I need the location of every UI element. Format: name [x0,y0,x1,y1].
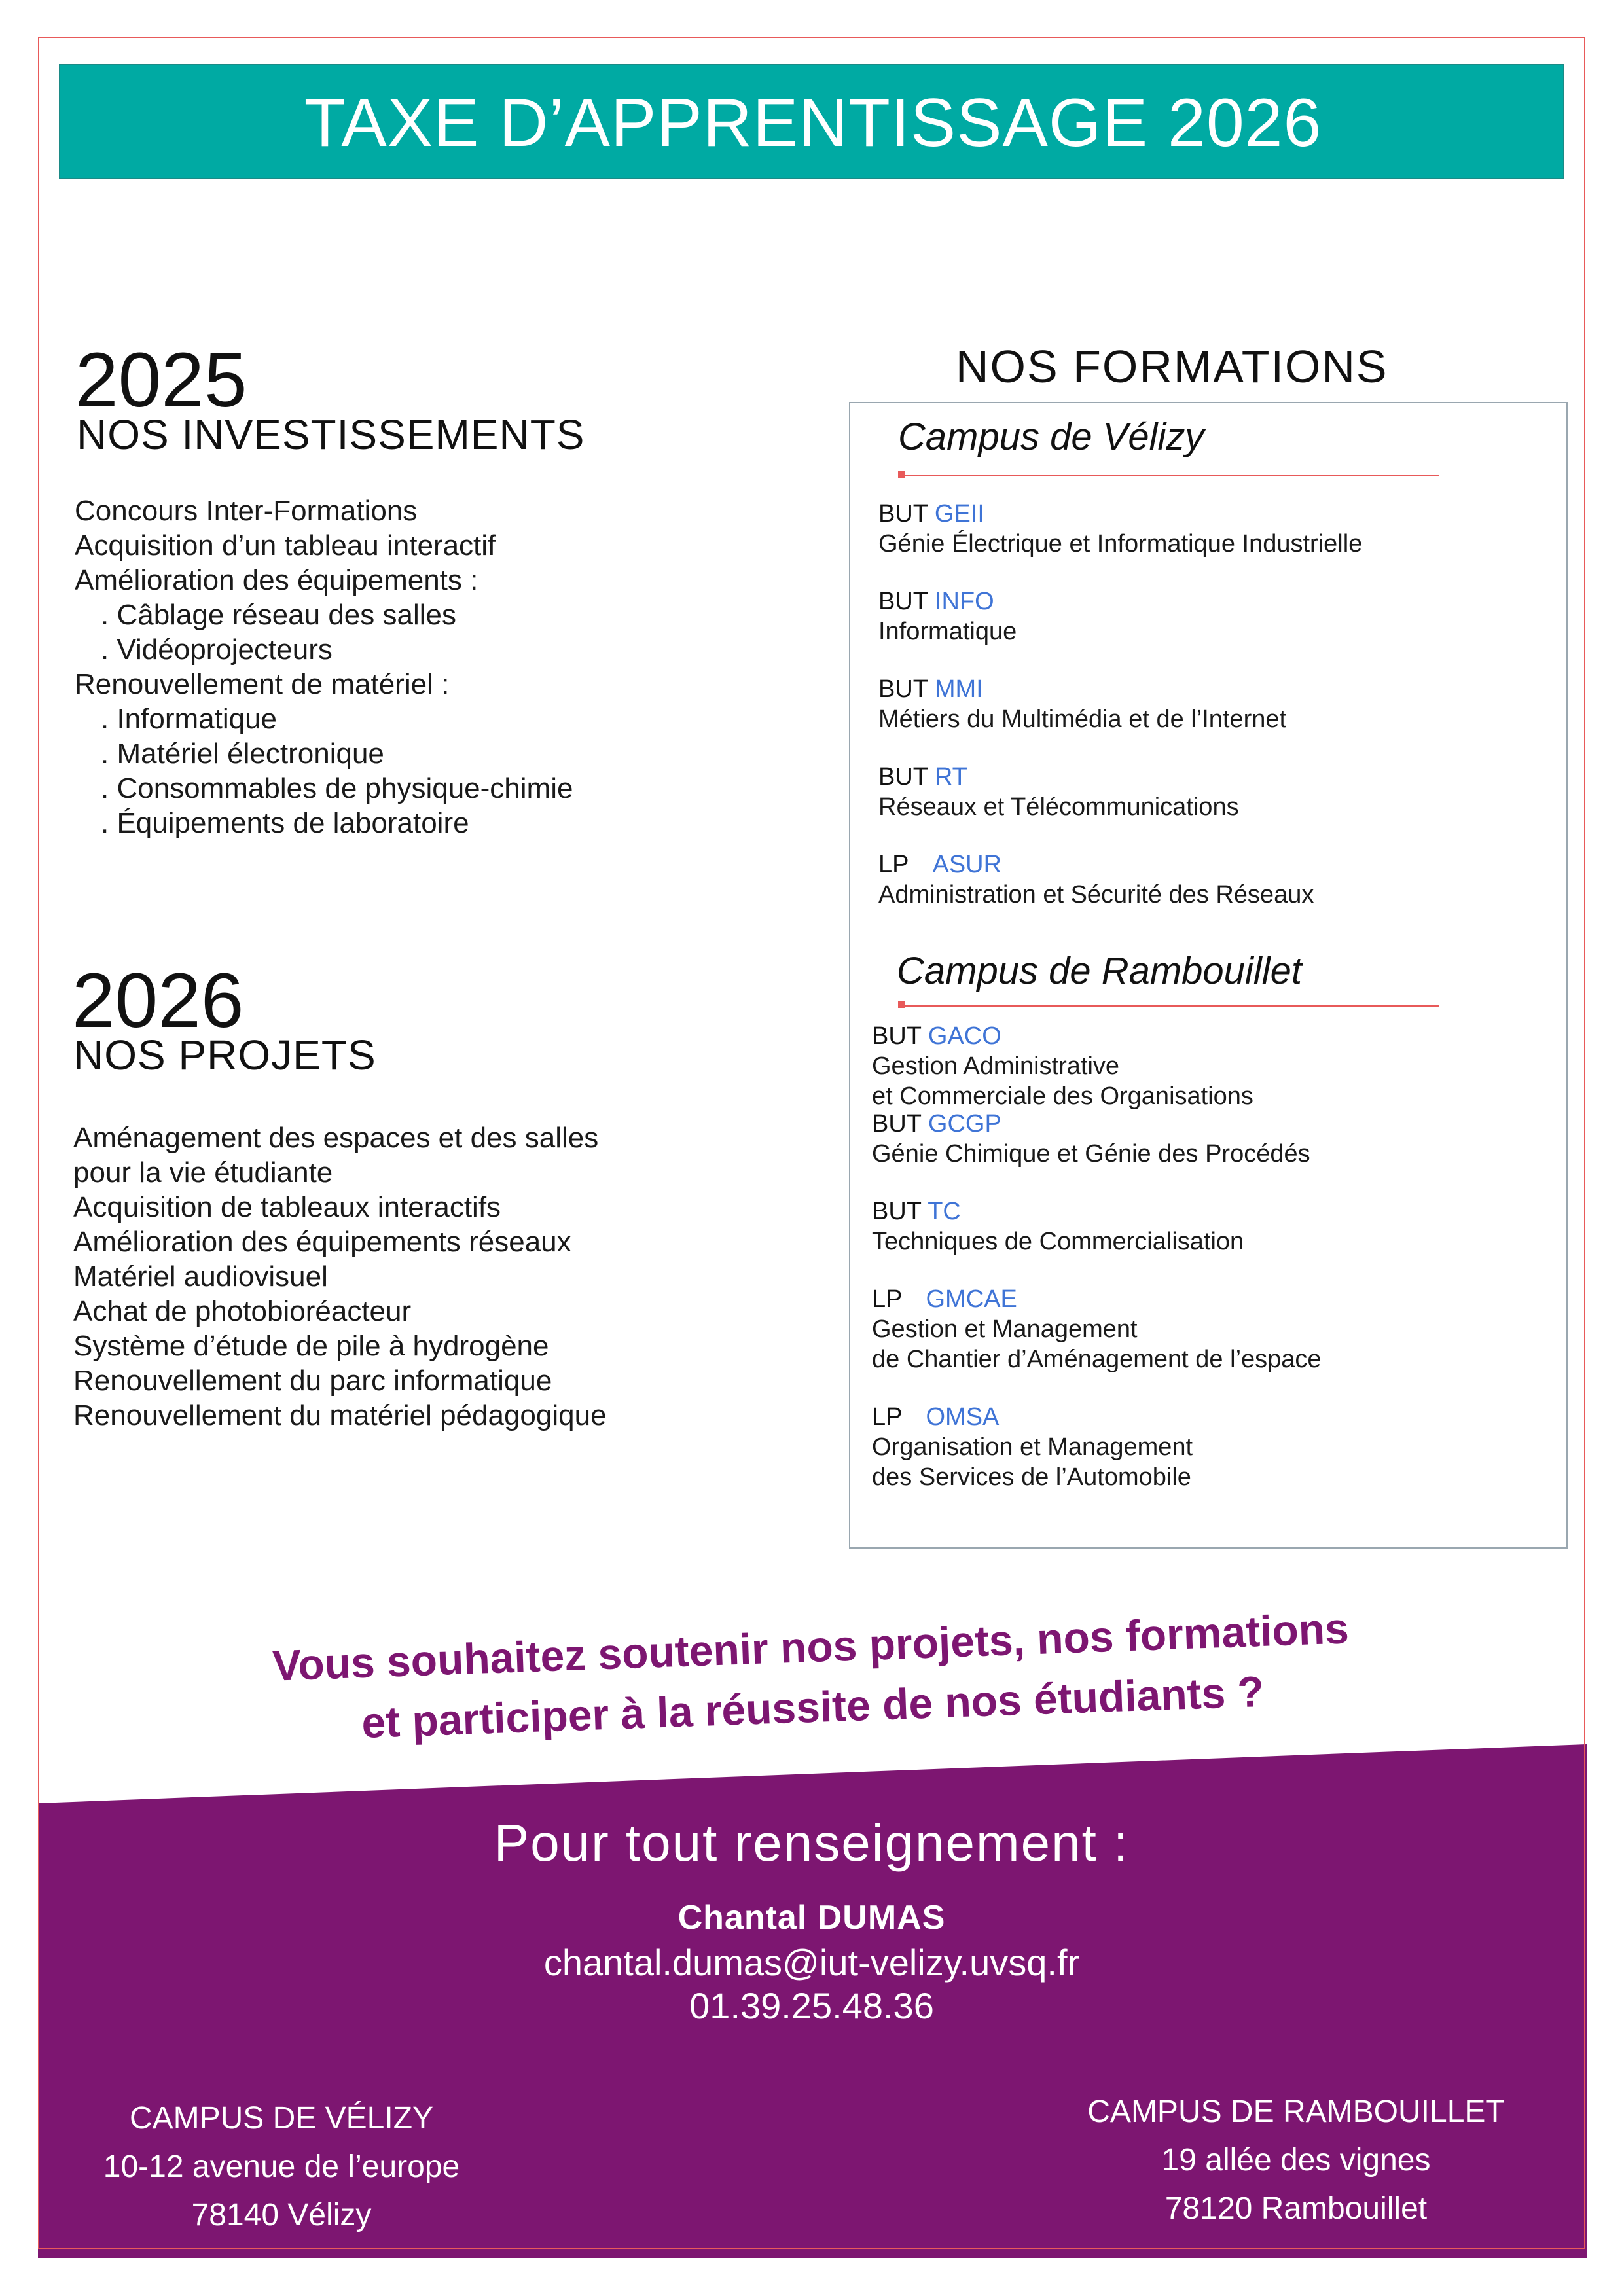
formation-level: BUT [878,500,928,528]
formation-description: Génie Électrique et Informatique Industrielle [878,530,1363,558]
project-item: Renouvellement du matériel pédagogique [73,1399,607,1431]
formation-level: LP [872,1403,903,1431]
formation-level: BUT [878,763,928,791]
cta-line-2: et participer à la réussite de nos étudiants ? [361,1666,1265,1748]
investment-item: Concours Inter-Formations [75,495,418,527]
address-velizy-street: 10-12 avenue de l’europe [103,2149,460,2184]
formation-description: Techniques de Commercialisation [872,1228,1244,1255]
formation-level: BUT [878,675,928,703]
address-velizy [52,2094,511,2240]
investment-item: . Informatique [101,703,278,735]
project-item: Amélioration des équipements réseaux [73,1226,571,1258]
investment-item: . Équipements de laboratoire [101,807,469,839]
campus-rambouillet-divider [905,1005,1439,1007]
investment-item: . Matériel électronique [101,738,384,770]
formation-description: et Commerciale des Organisations [872,1083,1253,1110]
formation-code-line [872,1284,1322,1314]
formation-description: Métiers du Multimédia et de l’Internet [878,706,1287,733]
contact-title: Pour tout renseignement : [494,1814,1130,1872]
formation-item [878,762,1239,822]
investments-list [75,493,573,840]
project-item: pour la vie étudiante [73,1157,333,1189]
investment-item: Amélioration des équipements : [75,564,478,596]
campus-velizy-title: Campus de Vélizy [898,416,1204,458]
formation-code-line [878,499,1362,529]
campus-rambouillet-dot [898,1001,905,1008]
investment-item: Acquisition d’un tableau interactif [75,529,496,562]
formation-level: BUT [872,1198,922,1225]
formation-code: GACO [928,1022,1001,1050]
formation-level: BUT [872,1022,922,1050]
formation-level: LP [878,851,909,878]
project-item: Matériel audiovisuel [73,1261,328,1293]
formation-level: BUT [878,588,928,615]
formation-description: des Services de l’Automobile [872,1463,1191,1491]
formation-description: Réseaux et Télécommunications [878,793,1239,821]
formation-item [872,1284,1322,1374]
formation-code-line [872,1402,1193,1432]
projects-list [73,1121,607,1433]
formation-item [872,1021,1253,1111]
formation-code-line [878,762,1239,792]
formation-code: ASUR [932,851,1002,878]
campus-velizy-divider [905,475,1439,476]
contact-phone[interactable]: 01.39.25.48.36 [689,1985,934,2026]
formation-code-line [872,1109,1310,1139]
contact-email[interactable]: chantal.dumas@iut-velizy.uvsq.fr [543,1942,1080,1983]
formations-title: NOS FORMATIONS [956,341,1388,392]
formation-item [878,850,1314,910]
header-banner [59,64,1564,179]
formation-level: LP [872,1285,903,1313]
formation-code: GEII [934,500,984,528]
formation-code: INFO [934,588,994,615]
formation-description: Informatique [878,618,1017,645]
formation-item [878,499,1362,559]
formation-description: Gestion Administrative [872,1052,1120,1080]
investment-item: . Consommables de physique-chimie [101,772,573,804]
address-velizy-city: 78140 Vélizy [191,2198,372,2233]
formation-item [872,1109,1310,1169]
formation-item [872,1402,1193,1492]
project-item: Acquisition de tableaux interactifs [73,1191,501,1223]
formation-description: Génie Chimique et Génie des Procédés [872,1140,1310,1168]
address-velizy-name: CAMPUS DE VÉLIZY [129,2101,434,2136]
address-rambouillet-city: 78120 Rambouillet [1164,2191,1428,2226]
formation-item [878,586,1017,647]
formation-code-line [872,1196,1244,1227]
address-rambouillet-name: CAMPUS DE RAMBOUILLET [1087,2094,1505,2129]
contact-name: Chantal DUMAS [677,1899,946,1937]
campus-velizy-dot [898,471,905,478]
formation-description: Organisation et Management [872,1433,1193,1461]
page-title: TAXE D’APPRENTISSAGE 2026 [304,85,1322,161]
investment-item: . Câblage réseau des salles [101,599,456,631]
formation-code-line [878,586,1017,617]
formation-code-line [872,1021,1253,1051]
project-item: Système d’étude de pile à hydrogène [73,1330,549,1362]
investments-title: NOS INVESTISSEMENTS [77,411,585,458]
formation-code: RT [934,763,967,791]
investment-item: Renouvellement de matériel : [75,668,450,700]
formation-code: MMI [934,675,983,703]
investment-item: . Vidéoprojecteurs [101,634,333,666]
formation-item [872,1196,1244,1257]
formation-code: OMSA [926,1403,1000,1431]
formation-code: TC [928,1198,961,1225]
formation-description: Administration et Sécurité des Réseaux [878,881,1314,908]
formation-description: de Chantier d’Aménagement de l’espace [872,1346,1322,1373]
project-item: Renouvellement du parc informatique [73,1365,552,1397]
projects-title: NOS PROJETS [73,1031,376,1079]
formation-item [878,674,1286,734]
address-rambouillet [1047,2088,1545,2233]
projects-year: 2026 [72,958,244,1044]
formation-description: Gestion et Management [872,1316,1138,1343]
formation-code-line [878,850,1314,880]
project-item: Achat de photobioréacteur [73,1295,412,1327]
address-rambouillet-street: 19 allée des vignes [1161,2143,1431,2178]
formation-code: GMCAE [926,1285,1017,1313]
formation-level: BUT [872,1110,922,1138]
investments-year: 2025 [75,337,247,423]
formation-code: GCGP [928,1110,1001,1138]
campus-rambouillet-title: Campus de Rambouillet [897,950,1302,992]
cta-line-1: Vous souhaitez soutenir nos projets, nos formations [271,1604,1350,1690]
formation-code-line [878,674,1286,704]
project-item: Aménagement des espaces et des salles [73,1122,599,1154]
